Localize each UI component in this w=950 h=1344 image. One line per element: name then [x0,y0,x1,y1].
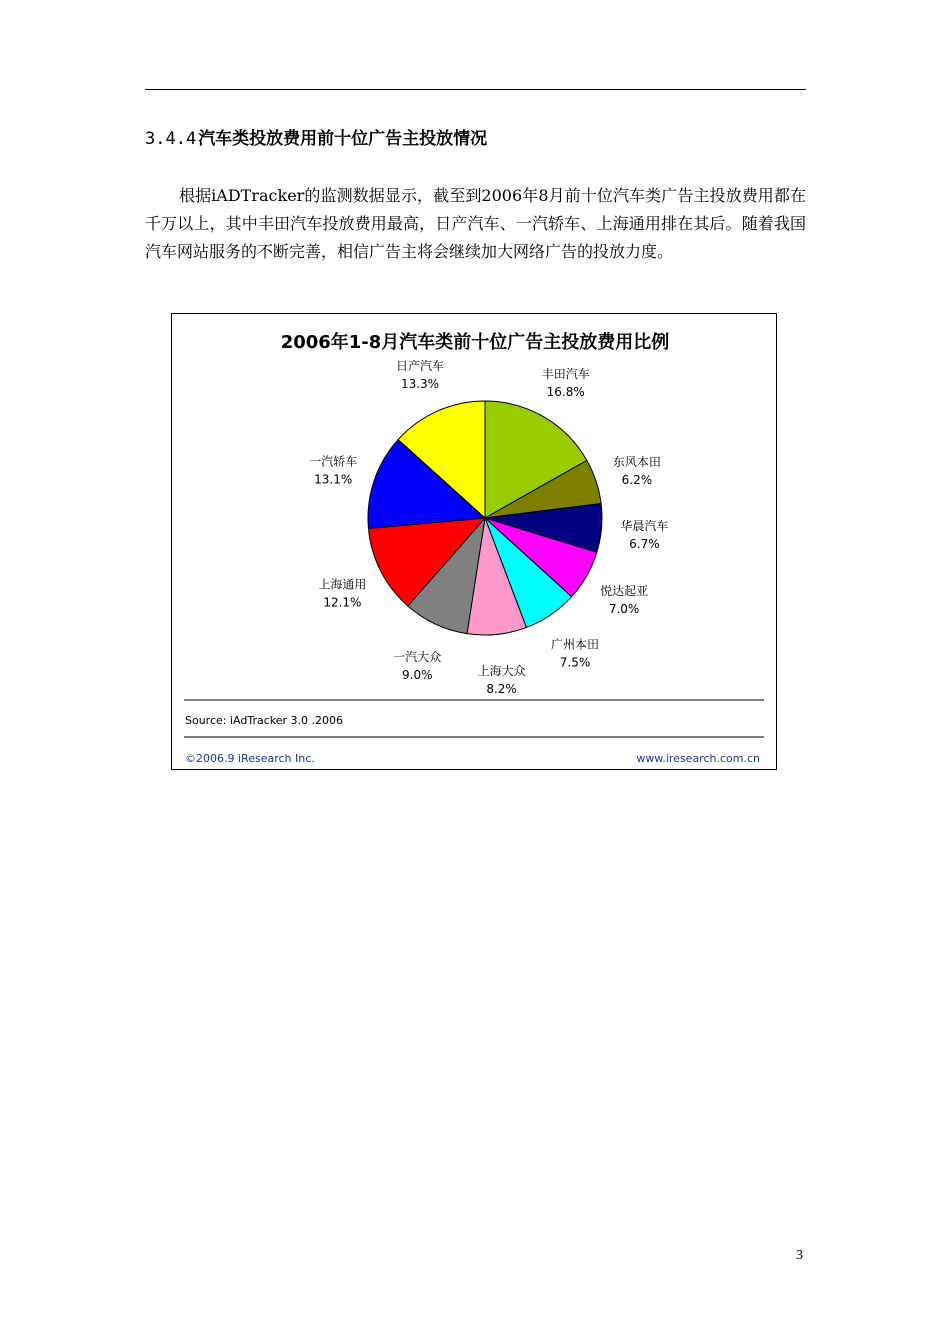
section-heading [145,124,487,149]
chart-source: Source: iAdTracker 3.0 .2006 [185,714,344,727]
pie-label-value-9: 13.1% [314,472,353,487]
pie-label-value-5: 7.5% [559,655,591,670]
section-number: 3.4.4 [145,129,197,149]
pie-slices [368,401,602,635]
pie-label-name-1: 丰田汽车 [541,366,590,381]
pie-label-value-7: 9.0% [402,668,433,682]
pie-label-value-4: 7.0% [608,602,640,617]
pie-label-value-3: 6.7% [629,536,660,551]
pie-chart [172,314,778,771]
pie-label-name-4: 悦达起亚 [600,584,649,599]
pie-label-value-10: 13.3% [400,376,440,391]
chart-copyright: ©2006.9 iResearch Inc. [185,752,315,765]
pie-label-value-6: 8.2% [486,682,517,697]
pie-label-value-8: 12.1% [323,595,362,610]
pie-label-name-10: 日产汽车 [395,358,445,373]
chart-title: 2006年1-8月汽车类前十位广告主投放费用比例 [280,332,670,353]
header-rule [145,89,806,90]
pie-label-name-8: 上海通用 [318,577,367,592]
pie-label-name-6: 上海大众 [477,664,526,679]
pie-label-name-5: 广州本田 [550,637,600,652]
pie-label-name-3: 华晨汽车 [620,518,669,533]
pie-label-name-2: 东风本田 [612,454,661,469]
pie-chart-figure [171,313,777,770]
page-number: 3 [796,1248,803,1263]
pie-label-value-1: 16.8% [546,384,585,399]
pie-label-name-9: 一汽轿车 [309,454,358,469]
pie-label-value-2: 6.2% [621,472,653,487]
body-paragraph: 根据iADTracker的监测数据显示，截至到2006年8月前十位汽车类广告主投放费用都在千万以上，其中丰田汽车投放费用最高，日产汽车、一汽轿车、上海通用排在其后。随着我国汽车网站服务的不断完善，相信广告主将会继续加大网络广告的投放力度。 [145,186,806,261]
pie-label-name-7: 一汽大众 [393,650,442,664]
chart-website-link[interactable]: www.iresearch.com.cn [636,752,760,765]
section-title: 汽车类投放费用前十位广告主投放情况 [198,129,488,149]
